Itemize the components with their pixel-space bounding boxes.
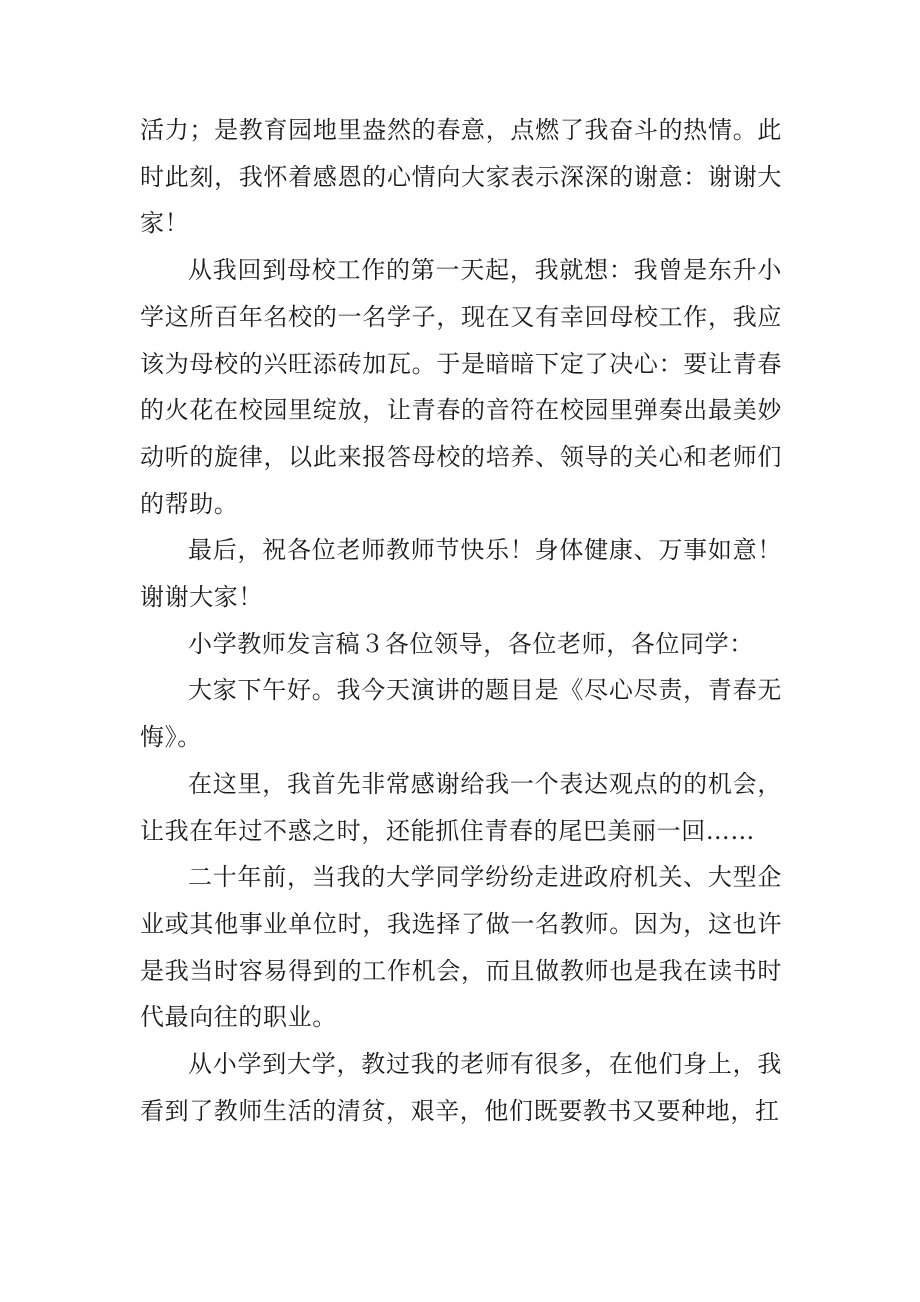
paragraph-8: 从小学到大学，教过我的老师有很多，在他们身上，我看到了教师生活的清贫，艰辛，他们既要教书又要种地，扛	[140, 1050, 782, 1125]
paragraph-5: 大家下午好。我今天演讲的题目是《尽心尽责，青春无悔》。	[140, 676, 782, 752]
paragraph-2: 从我回到母校工作的第一天起，我就想：我曾是东升小学这所百年名校的一名学子，现在又有幸回母校工作，我应该为母校的兴旺添砖加瓦。于是暗暗下定了决心：要让青春的火花在校园里绽放，让青春的音符在校园里弹奏出最美妙动听的旋律，以此来报答母校的培养、领导的关心和老师们的帮助。	[140, 256, 782, 518]
document-body	[140, 107, 782, 1134]
paragraph-1: 活力；是教育园地里盎然的春意，点燃了我奋斗的热情。此时此刻，我怀着感恩的心情向大家表示深深的谢意：谢谢大家！	[140, 116, 782, 238]
paragraph-3: 最后，祝各位老师教师节快乐！身体健康、万事如意！谢谢大家！	[140, 536, 782, 612]
paragraph-6: 在这里，我首先非常感谢给我一个表达观点的的机会，让我在年过不惑之时，还能抓住青春的尾巴美丽一回……	[140, 769, 782, 845]
paragraph-4: 小学教师发言稿３各位领导，各位老师，各位同学：	[188, 629, 754, 658]
paragraph-7: 二十年前，当我的大学同学纷纷走进政府机关、大型企业或其他事业单位时，我选择了做一名教师。因为，这也许是我当时容易得到的工作机会，而且做教师也是我在读书时代最向往的职业。	[140, 863, 782, 1032]
